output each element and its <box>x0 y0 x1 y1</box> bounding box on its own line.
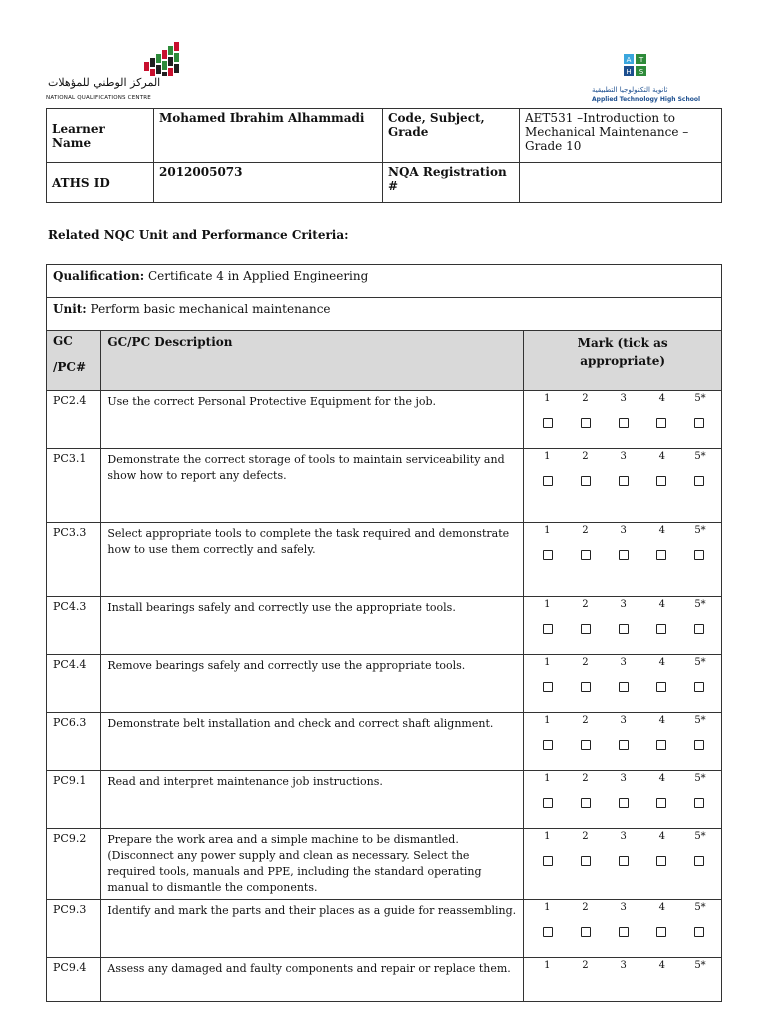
mark-checkbox[interactable] <box>543 740 553 750</box>
criteria-description: Assess any damaged and faulty components and repair or replace them. <box>101 958 524 1002</box>
pc-header: /PC# <box>53 360 87 374</box>
criteria-row <box>47 523 722 597</box>
mark-number: 1 <box>544 525 551 536</box>
mark-number: 2 <box>582 451 589 462</box>
mark-number: 2 <box>582 657 589 668</box>
mark-checkbox[interactable] <box>694 682 704 692</box>
mark-checkbox[interactable] <box>694 740 704 750</box>
mark-checkbox[interactable] <box>656 927 666 937</box>
aths-letter-t: T <box>638 56 644 64</box>
aths-english-name: Applied Technology High School <box>592 96 701 103</box>
mark-number: 1 <box>544 902 551 913</box>
unit-row <box>47 298 722 331</box>
mark-cell <box>524 958 722 1002</box>
mark-number: 2 <box>582 902 589 913</box>
mark-number: 3 <box>620 960 627 971</box>
mark-number: 5* <box>694 451 706 462</box>
mark-number: 5* <box>694 393 706 404</box>
criteria-id: PC2.4 <box>47 391 101 449</box>
mark-checkbox[interactable] <box>581 740 591 750</box>
criteria-row <box>47 771 722 829</box>
criteria-id: PC4.4 <box>47 655 101 713</box>
mark-number: 2 <box>582 599 589 610</box>
mark-checkbox[interactable] <box>543 550 553 560</box>
criteria-row <box>47 958 722 1002</box>
criteria-row <box>47 900 722 958</box>
aths-id-label: ATHS ID <box>47 163 154 203</box>
mark-number: 3 <box>620 451 627 462</box>
mark-cell <box>524 655 722 713</box>
mark-number: 5* <box>694 599 706 610</box>
aths-emblem-icon <box>588 52 680 86</box>
criteria-description: Remove bearings safely and correctly use the appropriate tools. <box>101 655 524 713</box>
nqa-registration-value <box>520 163 722 203</box>
mark-checkboxes <box>524 927 721 937</box>
criteria-id: PC3.1 <box>47 449 101 523</box>
mark-number: 1 <box>544 715 551 726</box>
mark-checkbox[interactable] <box>619 740 629 750</box>
description-header: GC/PC Description <box>101 331 524 391</box>
mark-checkboxes <box>524 476 721 486</box>
unit-label: Unit: <box>53 302 87 316</box>
mark-number: 1 <box>544 393 551 404</box>
mark-checkbox[interactable] <box>543 798 553 808</box>
mark-number: 2 <box>582 960 589 971</box>
mark-checkboxes <box>524 798 721 808</box>
aths-letter-a: A <box>626 56 632 64</box>
mark-checkbox[interactable] <box>656 624 666 634</box>
mark-number: 4 <box>658 831 666 842</box>
mark-number: 4 <box>658 599 666 610</box>
mark-number: 4 <box>658 657 666 668</box>
criteria-row <box>47 829 722 900</box>
nqc-arabic-name: المركز الوطني للمؤهلات <box>48 76 161 89</box>
nqc-english-name: NATIONAL QUALIFICATIONS CENTRE <box>46 95 151 101</box>
mark-number: 3 <box>620 831 627 842</box>
criteria-row <box>47 449 722 523</box>
mark-cell <box>524 449 722 523</box>
mark-cell <box>524 829 722 900</box>
mark-number: 3 <box>620 599 627 610</box>
mark-checkbox[interactable] <box>656 682 666 692</box>
mark-checkbox[interactable] <box>619 927 629 937</box>
unit-value: Perform basic mechanical maintenance <box>86 302 331 316</box>
learner-info-table <box>46 108 722 203</box>
criteria-description: Select appropriate tools to complete the task required and demonstrate how to use them correctly and safely. <box>101 523 524 597</box>
mark-checkbox[interactable] <box>619 476 629 486</box>
criteria-row <box>47 597 722 655</box>
criteria-description: Demonstrate the correct storage of tools to maintain serviceability and show how to report any defects. <box>101 449 524 523</box>
gc-pc-header <box>47 331 101 391</box>
mark-number: 5* <box>694 525 706 536</box>
mark-number: 1 <box>544 657 551 668</box>
mark-checkbox[interactable] <box>581 476 591 486</box>
mark-checkbox[interactable] <box>694 418 704 428</box>
mark-checkboxes <box>524 740 721 750</box>
mark-checkbox[interactable] <box>581 624 591 634</box>
qualification-row <box>47 265 722 298</box>
mark-checkbox[interactable] <box>619 550 629 560</box>
criteria-id: PC9.1 <box>47 771 101 829</box>
mark-number: 2 <box>582 525 589 536</box>
mark-number: 2 <box>582 393 589 404</box>
mark-checkbox[interactable] <box>694 476 704 486</box>
mark-checkbox[interactable] <box>543 682 553 692</box>
nqc-logo <box>44 42 184 108</box>
criteria-id: PC3.3 <box>47 523 101 597</box>
mark-checkbox[interactable] <box>656 856 666 866</box>
mark-number: 1 <box>544 451 551 462</box>
mark-number: 2 <box>582 715 589 726</box>
mark-number: 5* <box>694 773 706 784</box>
criteria-id: PC9.2 <box>47 829 101 900</box>
mark-checkbox[interactable] <box>619 682 629 692</box>
mark-checkbox[interactable] <box>543 856 553 866</box>
criteria-table <box>46 264 722 1002</box>
mark-checkbox[interactable] <box>619 798 629 808</box>
mark-number: 3 <box>620 902 627 913</box>
mark-number: 3 <box>620 715 627 726</box>
mark-checkbox[interactable] <box>619 418 629 428</box>
aths-letter-h: H <box>626 68 632 76</box>
mark-numbers <box>524 960 721 971</box>
mark-checkbox[interactable] <box>543 624 553 634</box>
mark-checkbox[interactable] <box>694 624 704 634</box>
mark-number: 4 <box>658 902 666 913</box>
mark-number: 2 <box>582 831 589 842</box>
learner-name-value: Mohamed Ibrahim Alhammadi <box>154 109 383 163</box>
aths-id-value: 2012005073 <box>154 163 383 203</box>
mark-number: 3 <box>620 525 627 536</box>
criteria-id: PC9.3 <box>47 900 101 958</box>
criteria-row <box>47 655 722 713</box>
criteria-description: Read and interpret maintenance job instructions. <box>101 771 524 829</box>
code-subject-grade-label: Code, Subject, Grade <box>383 109 520 163</box>
mark-checkbox[interactable] <box>543 476 553 486</box>
mark-checkbox[interactable] <box>619 856 629 866</box>
mark-checkbox[interactable] <box>581 856 591 866</box>
mark-number: 5* <box>694 715 706 726</box>
qualification-label: Qualification: <box>53 269 145 283</box>
mark-number: 4 <box>658 960 666 971</box>
mark-checkbox[interactable] <box>619 624 629 634</box>
mark-numbers <box>524 831 721 842</box>
criteria-description: Use the correct Personal Protective Equipment for the job. <box>101 391 524 449</box>
gc-header: GC <box>53 334 73 348</box>
mark-number: 3 <box>620 393 627 404</box>
mark-checkbox[interactable] <box>581 418 591 428</box>
criteria-description: Prepare the work area and a simple machine to be dismantled. (Disconnect any power supply and clean as necessary. Select the required tools, manuals and PPE, including the standard operating manual to dismantle the components. <box>101 829 524 900</box>
learner-name-label: Learner Name <box>47 109 154 163</box>
mark-numbers <box>524 773 721 784</box>
mark-numbers <box>524 902 721 913</box>
aths-letter-s: S <box>638 68 644 76</box>
criteria-description: Demonstrate belt installation and check and correct shaft alignment. <box>101 713 524 771</box>
mark-checkbox[interactable] <box>656 476 666 486</box>
aths-logo <box>588 52 701 106</box>
criteria-id: PC9.4 <box>47 958 101 1002</box>
mark-checkbox[interactable] <box>694 550 704 560</box>
criteria-row <box>47 391 722 449</box>
mark-checkboxes <box>524 550 721 560</box>
criteria-row <box>47 713 722 771</box>
mark-numbers <box>524 393 721 404</box>
mark-number: 5* <box>694 960 706 971</box>
mark-checkboxes <box>524 856 721 866</box>
mark-checkbox[interactable] <box>656 798 666 808</box>
mark-number: 5* <box>694 902 706 913</box>
mark-checkbox[interactable] <box>543 927 553 937</box>
mark-checkboxes <box>524 682 721 692</box>
aths-arabic-name: ثانوية التكنولوجيا التطبيقية <box>592 86 668 94</box>
mark-numbers <box>524 451 721 462</box>
mark-number: 4 <box>658 393 666 404</box>
criteria-id: PC6.3 <box>47 713 101 771</box>
mark-number: 4 <box>658 773 666 784</box>
mark-checkboxes <box>524 624 721 634</box>
mark-numbers <box>524 525 721 536</box>
mark-number: 5* <box>694 831 706 842</box>
mark-checkbox[interactable] <box>581 798 591 808</box>
mark-checkbox[interactable] <box>694 856 704 866</box>
mark-number: 3 <box>620 773 627 784</box>
mark-number: 3 <box>620 657 627 668</box>
mark-checkbox[interactable] <box>694 798 704 808</box>
code-subject-grade-value: AET531 –Introduction to Mechanical Maintenance – Grade 10 <box>520 109 722 163</box>
nqa-registration-label: NQA Registration # <box>383 163 520 203</box>
mark-number: 5* <box>694 657 706 668</box>
mark-checkbox[interactable] <box>656 740 666 750</box>
mark-number: 2 <box>582 773 589 784</box>
mark-cell <box>524 771 722 829</box>
mark-checkbox[interactable] <box>656 550 666 560</box>
mark-checkboxes <box>524 418 721 428</box>
mark-checkbox[interactable] <box>581 682 591 692</box>
mark-checkbox[interactable] <box>656 418 666 428</box>
mark-number: 1 <box>544 960 551 971</box>
nqc-emblem-icon <box>44 42 184 76</box>
mark-number: 4 <box>658 451 666 462</box>
mark-number: 1 <box>544 831 551 842</box>
mark-cell <box>524 900 722 958</box>
criteria-description: Identify and mark the parts and their places as a guide for reassembling. <box>101 900 524 958</box>
mark-numbers <box>524 599 721 610</box>
mark-checkbox[interactable] <box>581 927 591 937</box>
mark-numbers <box>524 657 721 668</box>
mark-checkbox[interactable] <box>581 550 591 560</box>
mark-number: 1 <box>544 599 551 610</box>
mark-checkbox[interactable] <box>694 927 704 937</box>
mark-number: 1 <box>544 773 551 784</box>
criteria-description: Install bearings safely and correctly use the appropriate tools. <box>101 597 524 655</box>
criteria-id: PC4.3 <box>47 597 101 655</box>
section-title: Related NQC Unit and Performance Criteria: <box>48 228 349 242</box>
qualification-value: Certificate 4 in Applied Engineering <box>144 269 369 283</box>
mark-number: 4 <box>658 525 666 536</box>
mark-numbers <box>524 715 721 726</box>
mark-number: 4 <box>658 715 666 726</box>
mark-cell <box>524 597 722 655</box>
mark-cell <box>524 391 722 449</box>
mark-cell <box>524 713 722 771</box>
mark-checkbox[interactable] <box>543 418 553 428</box>
mark-header: Mark (tick as appropriate) <box>524 331 722 391</box>
mark-cell <box>524 523 722 597</box>
